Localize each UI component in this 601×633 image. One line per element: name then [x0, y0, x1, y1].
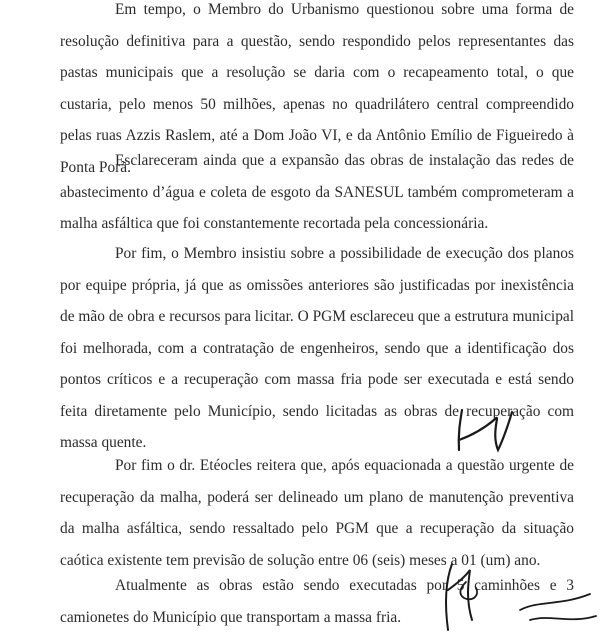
paragraph-manutencao-preventiva: Por fim o dr. Etéocles reitera que, após equacionada a questão urgente de recuperação da malha, poderá ser delineado um plano de manutenção preventiva da malha asfáltica, sendo ressaltado pelo PGM que a recuperação da situação caótica existente tem previsão de solução entre 06 (seis) meses a 01 (um) ano.	[60, 457, 574, 569]
paragraph-obras-atuais: Atualmente as obras estão sendo executadas por 5 caminhões e 3 camionetes do Município que transportam a massa fria.	[60, 577, 574, 626]
paragraph-equipe-propria: Por fim, o Membro insistiu sobre a possibilidade de execução dos planos por equipe própria, já que as omissões anteriores são justificadas por inexistência de mão de obra e recursos para licitar. O PGM esclareceu que a estrutura municipal foi melhorada, com a contratação de engenheiros, sendo que a identificação dos pontos críticos e a recuperação com massa fria pode ser executada e está sendo feita diretamente pelo Município, sendo licitadas as obras de recuperação com massa quente.	[60, 245, 574, 451]
paragraph-urbanismo-question: Em tempo, o Membro do Urbanismo questionou sobre uma forma de resolução definitiva para a questão, sendo respondido pelos representantes das pastas municipais que a resolução se daria com o recapeamento total, o que custaria, pelo menos 50 milhões, apenas no quadrilátero central compreendido pelas ruas Azzis Raslem, até a Dom João VI, e da Antônio Emílio de Figueiredo à Ponta Porã.	[60, 1, 574, 176]
paragraph-sanesul: Esclareceram ainda que a expansão das obras de instalação das redes de abastecimento d’água e coleta de esgoto da SANESUL também comprometeram a malha asfáltica que foi constantemente recortada pela concessionária.	[60, 152, 574, 232]
